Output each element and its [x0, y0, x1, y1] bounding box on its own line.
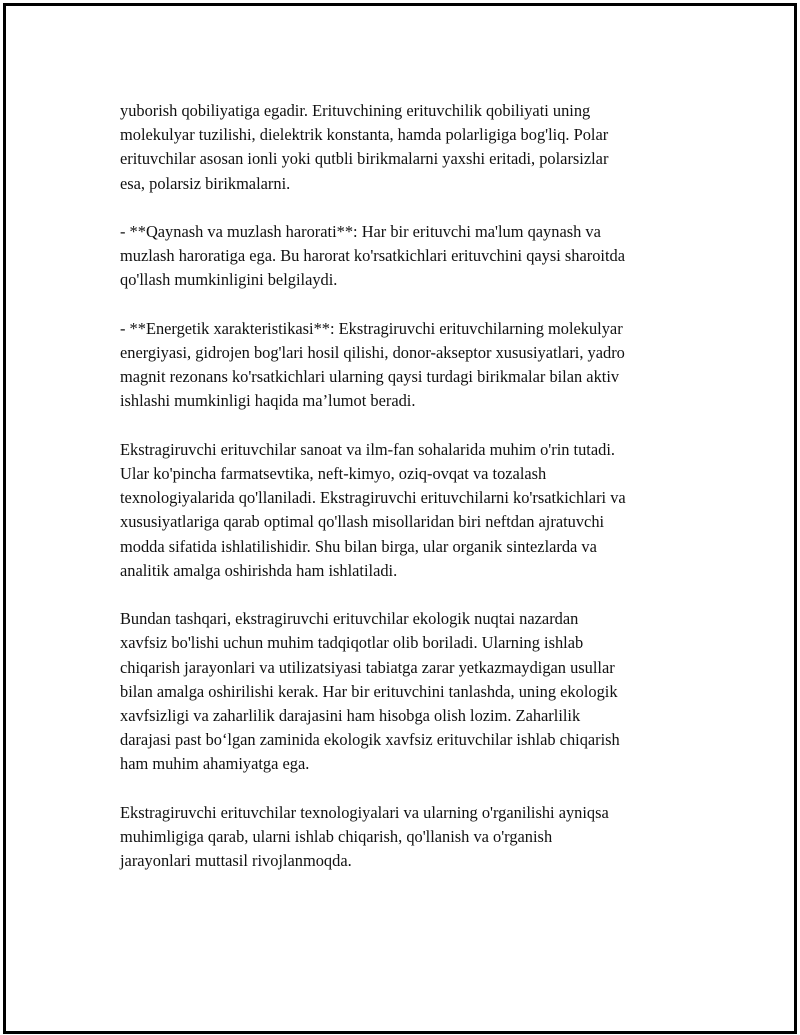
text-line: Bundan tashqari, ekstragiruvchi erituvchilar ekologik nuqtai nazardan: [120, 609, 579, 629]
paragraph-solvent-polarity: [120, 99, 700, 196]
text-line: ishlashi mumkinligi haqida ma’lumot beradi.: [120, 391, 416, 411]
text-line: xavfsiz bo'lishi uchun muhim tadqiqotlar olib boriladi. Ularning ishlab: [120, 633, 584, 653]
paragraph-energetic-characteristics: [120, 317, 700, 414]
page-frame: [3, 3, 797, 1034]
text-line: Ekstragiruvchi erituvchilar texnologiyalari va ularning o'rganilishi ayniqsa: [120, 802, 609, 822]
text-line: energiyasi, gidrojen bog'lari hosil qilishi, donor-akseptor xususiyatlari, yadro: [120, 343, 625, 362]
text-line: - **Energetik xarakteristikasi**: Ekstragiruvchi erituvchilarning molekulyar: [120, 318, 623, 338]
text-line: chiqarish jarayonlari va utilizatsiyasi tabiatga zarar yetkazmaydigan usullar: [120, 657, 615, 677]
text-line: modda sifatida ishlatilishidir. Shu bilan birga, ular organik sintezlarda va: [120, 536, 597, 556]
text-line: analitik amalga oshirishda ham ishlatiladi.: [120, 560, 398, 580]
text-line: xavfsizligi va zaharlilik darajasini ham hisobga olish lozim. Zaharlilik: [120, 706, 581, 726]
text-line: muhimligiga qarab, ularni ishlab chiqarish, qo'llanish va o'rganish: [120, 827, 553, 847]
text-line: texnologiyalarida qo'llaniladi. Ekstragiruvchi erituvchilarni ko'rsatkichlari va: [120, 488, 626, 508]
text-line: Ular ko'pincha farmatsevtika, neft-kimyo, oziq-ovqat va tozalash: [120, 464, 547, 483]
text-line: darajasi past bo‘lgan zaminida ekologik xavfsiz erituvchilar ishlab chiqarish: [120, 730, 620, 750]
text-line: jarayonlari muttasil rivojlanmoqda.: [120, 851, 352, 871]
paragraph-technology-development: [120, 801, 700, 874]
text-line: esa, polarsiz birikmalarni.: [120, 173, 291, 193]
text-line: qo'llash mumkinligini belgilaydi.: [120, 270, 338, 290]
text-line: magnit rezonans ko'rsatkichlari ularning qaysi turdagi birikmalar bilan aktiv: [120, 367, 620, 387]
text-line: bilan amalga oshirilishi kerak. Har bir erituvchini tanlashda, uning ekologik: [120, 681, 618, 701]
text-line: molekulyar tuzilishi, dielektrik konstanta, hamda polarligiga bog'liq. Polar: [120, 125, 609, 145]
paragraph-boiling-freezing: [120, 220, 700, 293]
paragraph-ecological-safety: [120, 607, 700, 776]
text-line: yuborish qobiliyatiga egadir. Erituvchining erituvchilik qobiliyati uning: [120, 101, 591, 120]
text-line: erituvchilar asosan ionli yoki qutbli birikmalarni yaxshi eritadi, polarsizlar: [120, 149, 609, 169]
text-line: ham muhim ahamiyatga ega.: [120, 754, 310, 774]
text-line: xususiyatlariga qarab optimal qo'llash misollaridan biri neftdan ajratuvchi: [120, 512, 605, 532]
text-line: Ekstragiruvchi erituvchilar sanoat va ilm-fan sohalarida muhim o'rin tutadi.: [120, 439, 615, 459]
document-body: [120, 99, 700, 898]
text-line: - **Qaynash va muzlash harorati**: Har bir erituvchi ma'lum qaynash va: [120, 222, 601, 241]
paragraph-industry-applications: [120, 438, 700, 583]
text-line: muzlash haroratiga ega. Bu harorat ko'rsatkichlari erituvchini qaysi sharoitda: [120, 246, 625, 266]
